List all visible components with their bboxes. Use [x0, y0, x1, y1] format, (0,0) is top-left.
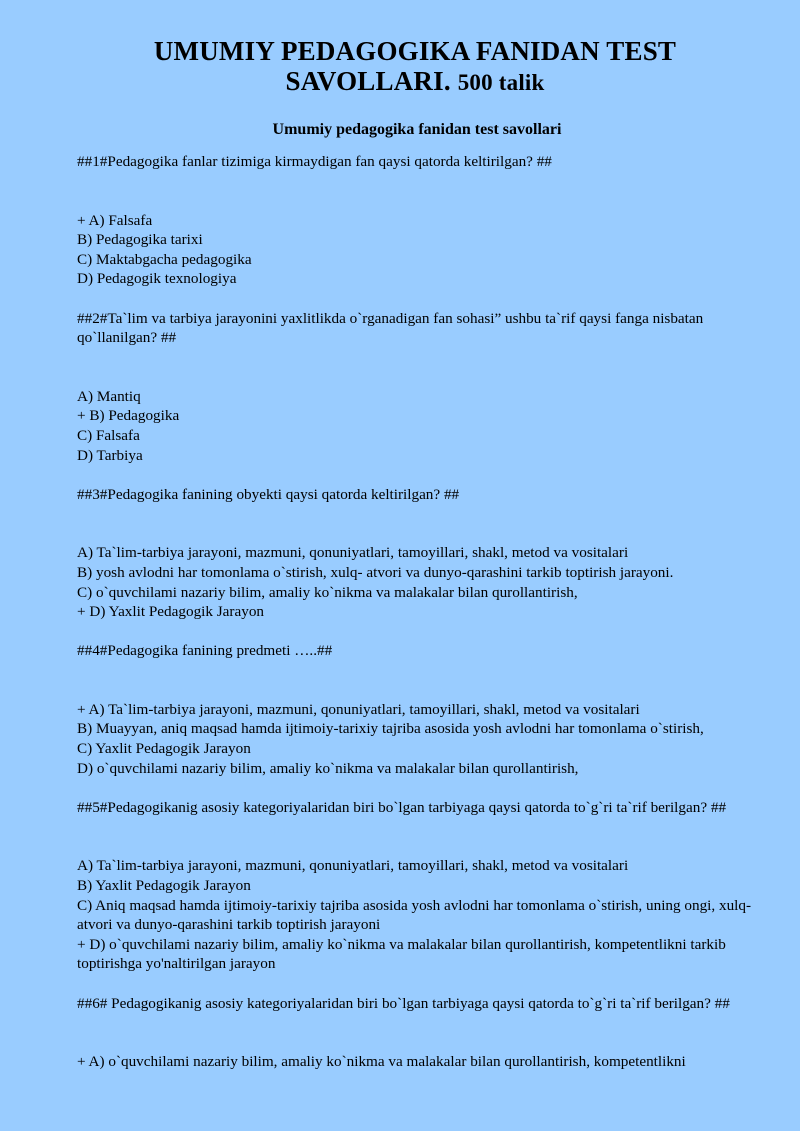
- option: B) Muayyan, aniq maqsad hamda ijtimoiy-tarixiy tajriba asosida yosh avlodni har tomonlama o`stirish,: [77, 720, 704, 738]
- question-text: ##2#Ta`lim va tarbiya jarayonini yaxlitlikda o`rganadigan fan sohasi” ushbu ta`rif qaysi fanga nisbatan qo`llanilgan? ##: [77, 309, 704, 347]
- option: C) o`quvchilami nazariy bilim, amaliy ko`nikma va malakalar bilan qurollantirish,: [77, 583, 578, 601]
- option: C) Maktabgacha pedagogika: [77, 250, 252, 268]
- option: C) Aniq maqsad hamda ijtimoiy-tarixiy tajriba asosida yosh avlodni har tomonlama o`stirish, uning ongi, xulq- atvori va dunyo-qarashini tarkib toptirish jarayoni: [77, 896, 752, 934]
- option-list: [77, 856, 754, 974]
- option: + D) Yaxlit Pedagogik Jarayon: [77, 603, 265, 621]
- question-text: ##3#Pedagogika fanining obyekti qaysi qatorda keltirilgan? ##: [77, 485, 460, 503]
- option: D) Pedagogik texnologiya: [77, 270, 237, 288]
- title-line-2-suffix: 500 talik: [457, 70, 545, 95]
- question-3: [77, 485, 754, 642]
- question-text: ##1#Pedagogika fanlar tizimiga kirmaydigan fan qaysi qatorda keltirilgan? ##: [77, 153, 552, 170]
- option: + B) Pedagogika: [77, 407, 180, 425]
- option-list: [77, 387, 754, 465]
- option: D) Tarbiya: [77, 446, 143, 464]
- title-line-2: [75, 66, 755, 98]
- option-list: [77, 543, 754, 621]
- option: + D) o`quvchilami nazariy bilim, amaliy ko`nikma va malakalar bilan qurollantirish, kompetentlikni tarkib toptirishga yo'naltirilgan jarayon: [77, 935, 726, 973]
- question-list: [77, 152, 754, 1072]
- option: + A) Ta`lim-tarbiya jarayoni, mazmuni, qonuniyatlari, tamoyillari, shakl, metod va vositalari: [77, 700, 640, 718]
- option: C) Yaxlit Pedagogik Jarayon: [77, 740, 251, 758]
- option: B) yosh avlodni har tomonlama o`stirish, xulq- atvori va dunyo-qarashini tarkib toptirish jarayoni.: [77, 563, 674, 581]
- option: + A) o`quvchilami nazariy bilim, amaliy ko`nikma va malakalar bilan qurollantirish, kompetentlikni: [77, 1053, 686, 1071]
- question-2: [77, 309, 754, 485]
- title-line-1: UMUMIY PEDAGOGIKA FANIDAN TEST: [153, 36, 677, 66]
- document-subtitle: Umumiy pedagogika fanidan test savollari: [272, 121, 562, 138]
- option: A) Ta`lim-tarbiya jarayoni, mazmuni, qonuniyatlari, tamoyillari, shakl, metod va vositalari: [77, 857, 629, 875]
- option: A) Mantiq: [77, 387, 141, 405]
- option-list: [77, 211, 754, 289]
- question-5: [77, 798, 754, 994]
- option: A) Ta`lim-tarbiya jarayoni, mazmuni, qonuniyatlari, tamoyillari, shakl, metod va vositalari: [77, 544, 629, 562]
- question-text: ##4#Pedagogika fanining predmeti …..##: [77, 642, 333, 660]
- document-title: [75, 36, 755, 98]
- question-1: [77, 152, 754, 309]
- option-list: [77, 700, 754, 778]
- option: D) o`quvchilami nazariy bilim, amaliy ko`nikma va malakalar bilan qurollantirish,: [77, 759, 579, 777]
- title-line-2-main: SAVOLLARI.: [285, 66, 451, 96]
- question-text: ##6# Pedagogikanig asosiy kategoriyalaridan biri bo`lgan tarbiyaga qaysi qatorda to`g`ri ta`rif berilgan? ##: [77, 994, 730, 1012]
- question-text: ##5#Pedagogikanig asosiy kategoriyalaridan biri bo`lgan tarbiyaga qaysi qatorda to`g`ri ta`rif berilgan? ##: [77, 798, 727, 816]
- option: B) Pedagogika tarixi: [77, 231, 203, 249]
- question-4: [77, 641, 754, 798]
- option: C) Falsafa: [77, 426, 140, 444]
- option: + A) Falsafa: [77, 211, 153, 229]
- question-6: [77, 994, 754, 1072]
- option: B) Yaxlit Pedagogik Jarayon: [77, 877, 251, 895]
- option-list: [77, 1052, 754, 1072]
